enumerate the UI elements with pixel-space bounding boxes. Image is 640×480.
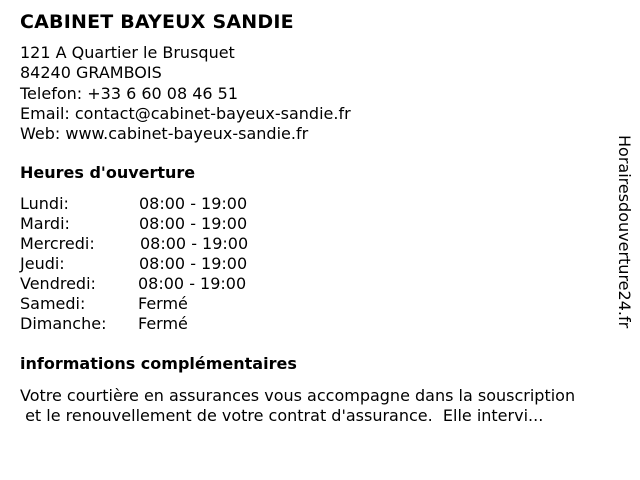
address-line-2: 84240 GRAMBOIS — [20, 63, 162, 82]
day-hours: 08:00 - 19:00 — [138, 274, 247, 293]
day-hours: Fermé — [138, 294, 188, 313]
day-label: Dimanche: — [20, 314, 107, 333]
web-line: Web: www.cabinet-bayeux-sandie.fr — [20, 124, 309, 143]
info-description — [20, 386, 630, 426]
day-label: Vendredi: — [20, 274, 96, 293]
day-hours: Fermé — [138, 314, 188, 333]
address-line-1: 121 A Quartier le Brusquet — [20, 43, 235, 62]
info-text-line-2: et le renouvellement de votre contrat d'assurance. Elle intervi... — [20, 406, 544, 425]
day-label: Mercredi: — [20, 234, 95, 253]
info-text-line-1: Votre courtière en assurances vous accompagne dans la souscription — [20, 386, 576, 405]
day-hours: 08:00 - 19:00 — [140, 234, 249, 253]
opening-hours-heading: Heures d'ouverture — [20, 163, 196, 182]
email-line: Email: contact@cabinet-bayeux-sandie.fr — [20, 104, 351, 123]
day-label: Samedi: — [20, 294, 86, 313]
business-name: CABINET BAYEUX SANDIE — [20, 11, 294, 33]
day-label: Lundi: — [20, 194, 69, 213]
day-hours: 08:00 - 19:00 — [139, 254, 248, 273]
info-heading: informations complémentaires — [20, 354, 297, 373]
day-hours: 08:00 - 19:00 — [139, 214, 248, 233]
day-label: Mardi: — [20, 214, 70, 233]
phone-line: Telefon: +33 6 60 08 46 51 — [20, 84, 239, 103]
day-label: Jeudi: — [20, 254, 65, 273]
watermark-text: Horairesdouverture24.fr — [615, 135, 634, 329]
day-hours: 08:00 - 19:00 — [139, 194, 248, 213]
